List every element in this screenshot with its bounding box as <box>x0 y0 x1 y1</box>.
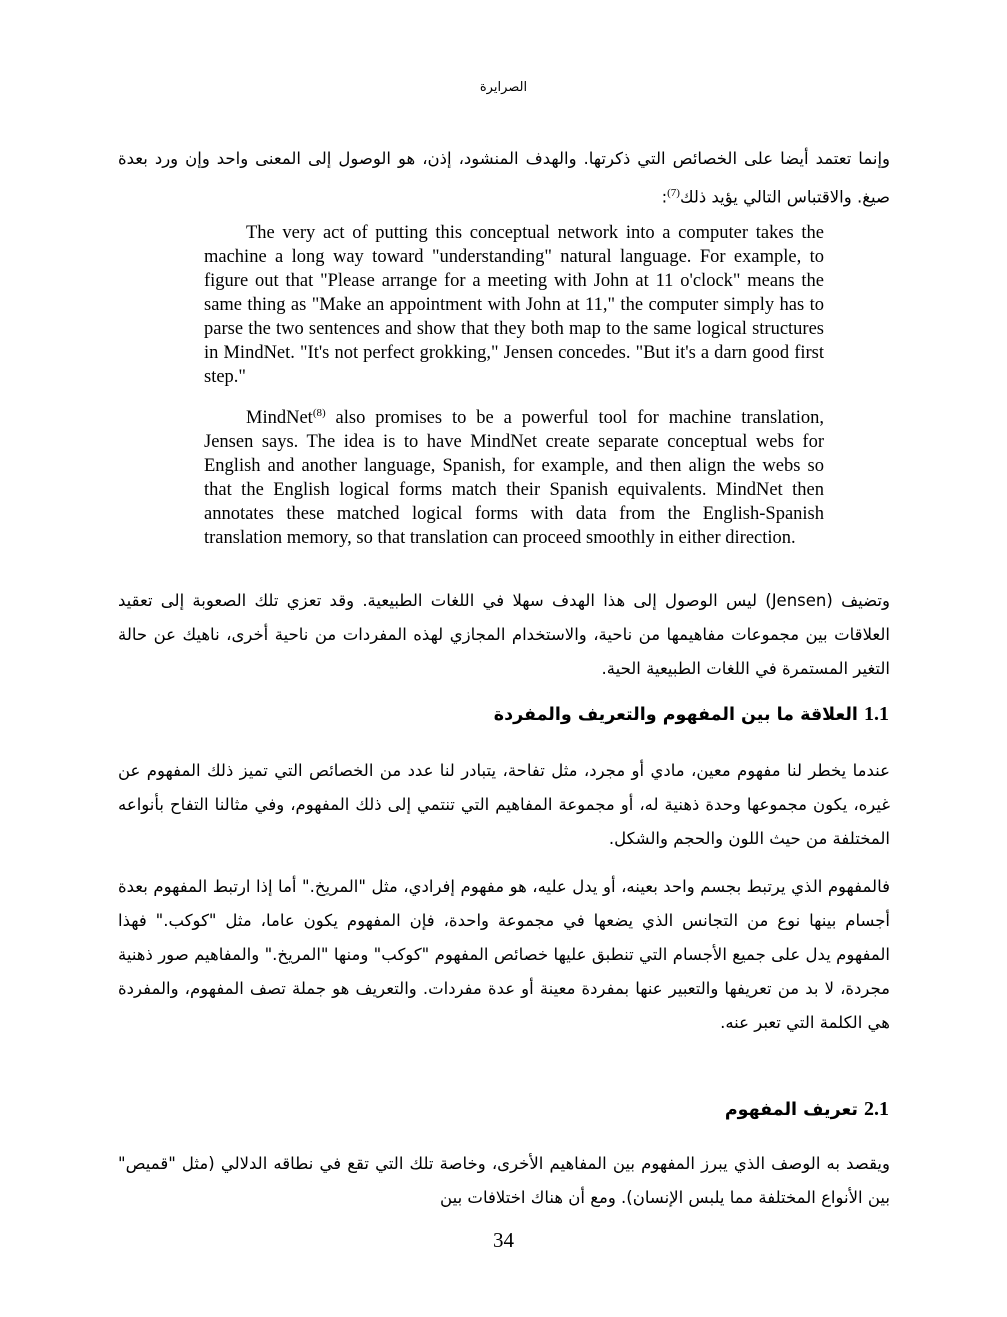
section-2-paragraph-1 <box>118 1147 890 1215</box>
quote-paragraph-2-rest: also promises to be a powerful tool for machine translation, Jensen says. The idea is to have MindNet create separate conceptual webs for English and another language, Spanish, for example, and then align the webs so that the English logical forms match their Spanish equivalents. MindNet then annotates these matched logical forms with data from the English-Spanish translation memory, so that translation can proceed smoothly in either direction. <box>204 408 824 549</box>
section-2-paragraph-1-text: ويقصد به الوصف الذي يبرز المفهوم بين المفاهيم الأخرى، وخاصة تلك التي تقع في نطاقه الدلالي (مثل "قميص" بين الأنواع المختلفة مما يلبس الإنسان). ومع أن هناك اختلافات بين <box>118 1154 890 1207</box>
section-number: 1.1 <box>864 703 889 725</box>
intro-paragraph-text: وإنما تعتمد أيضا على الخصائص التي ذكرتها. والهدف المنشود، إذن، هو الوصول إلى المعنى واحد وإن ورد بعدة صيغ. والاقتباس التالي يؤيد ذلك <box>118 149 890 207</box>
section-1-paragraph-1-text: عندما يخطر لنا مفهوم معين، مادي أو مجرد، مثل تفاحة، يتبادر لنا عدد من الخصائص التي تميز ذلك المفهوم عن غيره، يكون مجموعها وحدة ذهنية له، أو مجموعة المفاهيم التي تنتمي إلى ذلك المفهوم، وفي مثالنا التفاح بأنواعه المختلفة من حيث اللون والحجم والشكل. <box>118 761 890 848</box>
footnote-ref-8: (8) <box>312 407 326 419</box>
intro-paragraph-tail: : <box>661 187 668 207</box>
section-heading-2-1 <box>725 1098 889 1121</box>
section-1-paragraph-2-text: فالمفهوم الذي يرتبط بجسم واحد بعينه، أو يدل عليه، هو مفهوم إفرادي، مثل "المريخ." أما إذا ارتبط المفهوم بعدة أجسام بينها نوع من التجانس الذي يضعها في مجموعة واحدة، فإن المفهوم يكون عاما، مثل "كوكب." فهذا المفهوم يدل على جميع الأجسام التي تنطبق عليها خصائص المفهوم "كوكب" ومنها "المريخ." والمفاهيم صور ذهنية مجردة، لا بد من تعريفها والتعبير عنها بمفردة معينة أو عدة مفردات. والتعريف هو جملة تصف المفهوم، والمفردة هي الكلمة التي تعبر عنه. <box>118 877 890 1032</box>
section-heading-1-1 <box>494 703 889 726</box>
quote-paragraph-1: The very act of putting this conceptual network into a computer takes the machine a long way toward "understanding" natural language. For example, to figure out that "Please arrange for a meeting with John at 11 o'clock" means the same thing as "Make an appointment with John at 11," the computer simply has to parse the two sentences and show that they both map to the same logical structures in MindNet. "It's not perfect grokking," Jensen concedes. "But it's a darn good first step." <box>204 223 824 387</box>
section-title: تعريف المفهوم <box>724 1100 858 1120</box>
after-quote-paragraph <box>118 584 890 686</box>
footnote-ref-7: (7) <box>667 187 680 199</box>
running-header: الصرايرة <box>479 80 528 95</box>
section-number: 2.1 <box>864 1098 889 1120</box>
page-number: 34 <box>493 1228 514 1252</box>
section-1-paragraph-2 <box>118 870 890 1040</box>
section-title: العلاقة ما بين المفهوم والتعريف والمفردة <box>493 705 858 725</box>
section-1-paragraph-1 <box>118 754 890 856</box>
after-quote-paragraph-text: وتضيف (Jensen) ليس الوصول إلى هذا الهدف سهلا في اللغات الطبيعية. وقد تعزي تلك الصعوبة إلى تعقيد العلاقات بين مجموعات مفاهيمها من ناحية، والاستخدام المجازي لهذه المفردات من ناحية أخرى، ناهيك عن حالة التغير المستمرة في اللغات الطبيعية الحية. <box>118 591 890 678</box>
english-block-quote <box>204 221 824 550</box>
quote-paragraph-2 <box>204 401 824 550</box>
quote-paragraph-2-lead: MindNet <box>246 408 313 429</box>
intro-paragraph <box>118 142 890 215</box>
